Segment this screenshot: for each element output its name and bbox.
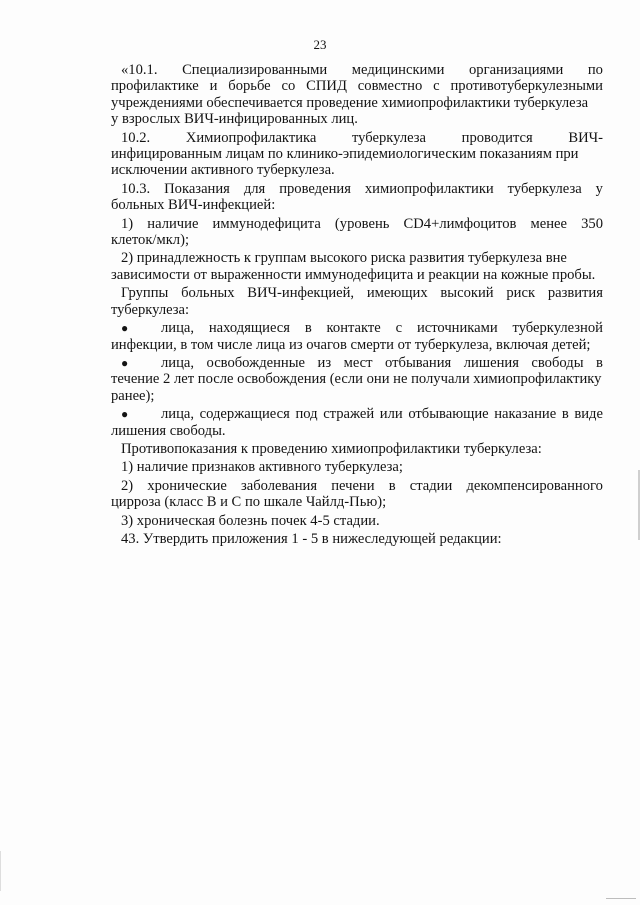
word: стадии <box>409 477 453 494</box>
word: совместно <box>357 78 423 95</box>
word: 350 <box>581 215 603 232</box>
word: 10.3. <box>121 180 151 197</box>
text-line: туберкулеза: <box>111 301 190 318</box>
word: в <box>304 320 312 337</box>
word: хронические <box>147 477 227 494</box>
word: туберкулеза <box>507 180 582 197</box>
word: со <box>281 78 296 95</box>
word: в <box>388 477 396 494</box>
word: лица, <box>161 320 195 337</box>
word: Специализированными <box>182 62 328 78</box>
text-line <box>111 355 603 371</box>
word: проведения <box>279 180 351 197</box>
text-line <box>111 320 603 336</box>
word: (уровень <box>334 215 390 232</box>
word: находящиеся <box>208 320 290 337</box>
word: высокий <box>440 285 494 302</box>
word: по <box>587 62 603 78</box>
page-number: 23 <box>313 37 327 52</box>
word: риск <box>506 285 536 302</box>
word: лица, <box>161 354 195 371</box>
bullet-item: ● лица, освобожденные из мест отбывания лишения свободы в <box>111 355 603 371</box>
word: Группы <box>121 285 169 302</box>
text-line: лишения свободы. <box>111 422 226 439</box>
word: виде <box>574 406 603 423</box>
text-line <box>111 62 603 78</box>
word: контакте <box>326 320 381 337</box>
paragraph-contraindications <box>111 441 603 529</box>
word: печени <box>331 477 375 494</box>
word: CD4+лимфоцитов <box>403 215 517 232</box>
paragraph-10-2 <box>111 130 603 179</box>
text-line <box>111 78 603 94</box>
word: менее <box>530 215 567 232</box>
word: ВИЧ-инфекцией, <box>247 285 355 302</box>
paragraph-10-1 <box>111 62 603 128</box>
word: проводится <box>461 129 533 146</box>
text-line: 2) принадлежность к группам высокого риска развития туберкулеза вне <box>121 250 567 267</box>
word: содержащиеся <box>199 406 290 423</box>
text-line: ранее); <box>111 387 155 404</box>
text-line: клеток/мкл); <box>111 232 189 249</box>
word: отбывающие <box>408 406 489 423</box>
text-line: 3) хроническая болезнь почек 4-5 стадии. <box>121 512 380 529</box>
word: или <box>379 406 403 423</box>
text-line: 1) наличие признаков активного туберкулеза; <box>121 459 403 476</box>
scan-edge-mark <box>0 851 1 891</box>
text-line: у взрослых ВИЧ-инфицированных лиц. <box>111 111 358 128</box>
paragraph-10-3 <box>111 181 603 283</box>
word: «10.1. <box>121 62 158 78</box>
document-body <box>111 62 603 547</box>
word: и <box>209 78 218 95</box>
word: отбывания <box>385 354 452 371</box>
text-line: Противопоказания к проведению химиопрофилактики туберкулеза: <box>121 440 542 457</box>
word: Показания <box>164 180 230 197</box>
scan-edge-mark <box>606 898 636 899</box>
word: в <box>561 406 569 423</box>
text-line <box>111 478 603 494</box>
word: имеющих <box>366 285 428 302</box>
word: профилактике <box>111 78 199 95</box>
text-line: зависимости от выраженности иммунодефицита и реакции на кожные пробы. <box>111 266 596 283</box>
word: мест <box>343 354 373 371</box>
word: наказание <box>494 406 557 423</box>
word: из <box>317 354 332 371</box>
word: с <box>433 78 440 95</box>
word: 2) <box>121 477 134 494</box>
text-line <box>111 406 603 422</box>
paragraph-risk-groups <box>111 285 603 439</box>
word: противотуберкулезными <box>450 78 603 95</box>
word: заболевания <box>241 477 318 494</box>
word: медицинскими <box>351 62 445 78</box>
word: организациями <box>468 62 564 78</box>
word: борьбе <box>228 78 271 95</box>
word: стражей <box>323 406 375 423</box>
word: освобожденные <box>206 354 306 371</box>
word: химиопрофилактики <box>364 180 494 197</box>
text-line: исключении активного туберкулеза. <box>111 162 335 179</box>
text-line: инфекции, в том числе лица из очагов смерти от туберкулеза, включая детей; <box>111 336 591 353</box>
text-line <box>111 130 603 146</box>
text-line <box>111 285 603 301</box>
word: для <box>243 180 266 197</box>
word: развития <box>547 285 603 302</box>
word: ВИЧ- <box>568 129 603 146</box>
word: у <box>595 180 603 197</box>
text-line: больных ВИЧ-инфекцией: <box>111 197 276 214</box>
word: в <box>596 354 603 371</box>
text-line: учреждениями обеспечивается проведение химиопрофилактики туберкулеза <box>111 94 589 111</box>
word: лишения <box>463 354 519 371</box>
text-line: инфицированным лицам по клинико-эпидемиологическим показаниям при <box>111 146 579 163</box>
text-line: цирроза (класс В и С по шкале Чайлд-Пью); <box>111 494 387 511</box>
word: с <box>395 320 403 337</box>
word: свободы <box>531 354 584 371</box>
text-line: течение 2 лет после освобождения (если они не получали химиопрофилактику <box>111 371 602 388</box>
word: декомпенсированного <box>466 477 603 494</box>
text-line <box>111 216 603 232</box>
bullet-item: ● лица, содержащиеся под стражей или отбывающие наказание в виде <box>111 406 603 422</box>
bullet-item: ● лица, находящиеся в контакте с источниками туберкулезной <box>111 320 603 336</box>
word: больных <box>181 285 235 302</box>
word: под <box>295 406 318 423</box>
word: Химиопрофилактика <box>185 129 317 146</box>
text-line <box>111 181 603 197</box>
word: туберкулеза <box>352 129 427 146</box>
word: лица, <box>161 406 195 423</box>
word: иммунодефицита <box>212 215 321 232</box>
word: 1) <box>121 215 134 232</box>
word: наличие <box>147 215 199 232</box>
word: источниками <box>416 320 498 337</box>
word: туберкулезной <box>512 320 603 337</box>
word: СПИД <box>306 78 347 95</box>
word: 10.2. <box>121 129 151 146</box>
paragraph-43: 43. Утвердить приложения 1 - 5 в нижеследующей редакции: <box>121 530 502 547</box>
